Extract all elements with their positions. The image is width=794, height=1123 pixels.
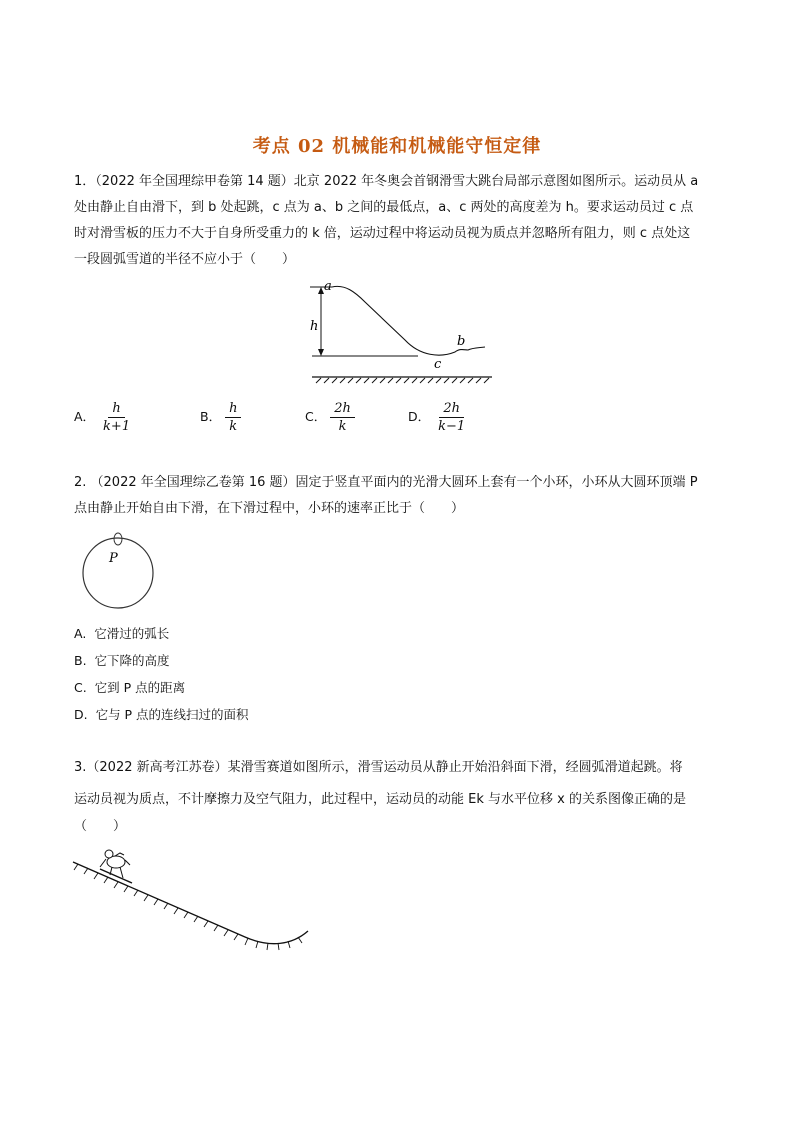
option-letter: A． <box>74 409 96 424</box>
label-b: b <box>457 334 466 349</box>
page-title: 考点 02 机械能和机械能守恒定律 <box>252 136 542 157</box>
option-b[interactable]: B. 它下降的高度 <box>74 653 170 668</box>
label-c: c <box>434 357 442 372</box>
ground-hatching <box>316 378 489 383</box>
question-text-line: 一段圆弧雪道的半径不应小于（ ） <box>74 252 296 267</box>
skier-figure <box>100 850 132 883</box>
question-text-line: 3.（2022 新高考江苏卷）某滑雪赛道如图所示，滑雪运动员从静止开始沿斜面下滑，经圆弧滑道起跳。将 <box>74 760 683 775</box>
option-a[interactable]: A. 它滑过的弧长 <box>74 626 170 641</box>
option-letter: C． <box>305 409 327 424</box>
option-d[interactable] <box>408 400 469 435</box>
option-a[interactable] <box>74 400 134 435</box>
option-fraction: $\frac{2h}{k-1}$ <box>438 401 466 434</box>
option-fraction: $\frac{h}{k}$ <box>225 400 241 435</box>
option-c[interactable] <box>305 400 355 435</box>
option-letter: B． <box>200 409 222 424</box>
option-d[interactable]: D. 它与 P 点的连线扫过的面积 <box>74 707 249 722</box>
ski-slope-figure <box>70 845 315 955</box>
question-text-line: 2. （2022 年全国理综乙卷第 16 题）固定于竖直平面内的光滑大圆环上套有一个小环，小环从大圆环顶端 P <box>74 475 698 490</box>
option-fraction: $\frac{h}{k+1}$ <box>103 401 131 434</box>
question-text-line: （ ） <box>74 819 127 834</box>
ski-jump-figure <box>300 278 500 388</box>
height-arrow-head-bottom <box>318 349 324 356</box>
label-p: P <box>109 551 118 566</box>
option-fraction: $\frac{2h}{k}$ <box>330 400 355 435</box>
ring-figure <box>78 530 160 610</box>
large-ring <box>83 538 153 608</box>
slope-line <box>73 862 308 944</box>
question-text-line: 点由静止开始自由下滑，在下滑过程中，小环的速率正比于（ ） <box>74 501 465 516</box>
option-c[interactable]: C. 它到 P 点的距离 <box>74 680 186 695</box>
question-text-line: 时对滑雪板的压力不大于自身所受重力的 k 倍，运动过程中将运动员视为质点并忽略所有阻力，则 c 点处这 <box>74 226 691 241</box>
question-text-line: 运动员视为质点，不计摩擦力及空气阻力，此过程中，运动员的动能 Ek 与水平位移 x 的关系图像正确的是 <box>74 792 686 807</box>
label-a: a <box>324 279 332 294</box>
question-text-line: 处由静止自由滑下，到 b 处起跳，c 点为 a、b 之间的最低点，a、c 两处的高度差为 h。要求运动员过 c 点 <box>74 200 694 215</box>
option-letter: D． <box>408 409 431 424</box>
label-h: h <box>310 319 319 334</box>
option-b[interactable] <box>200 400 241 435</box>
question-text-line: 1．（2022 年全国理综甲卷第 14 题）北京 2022 年冬奥会首钢滑雪大跳台局部示意图如图所示。运动员从 a <box>74 174 699 189</box>
small-ring <box>114 533 122 545</box>
